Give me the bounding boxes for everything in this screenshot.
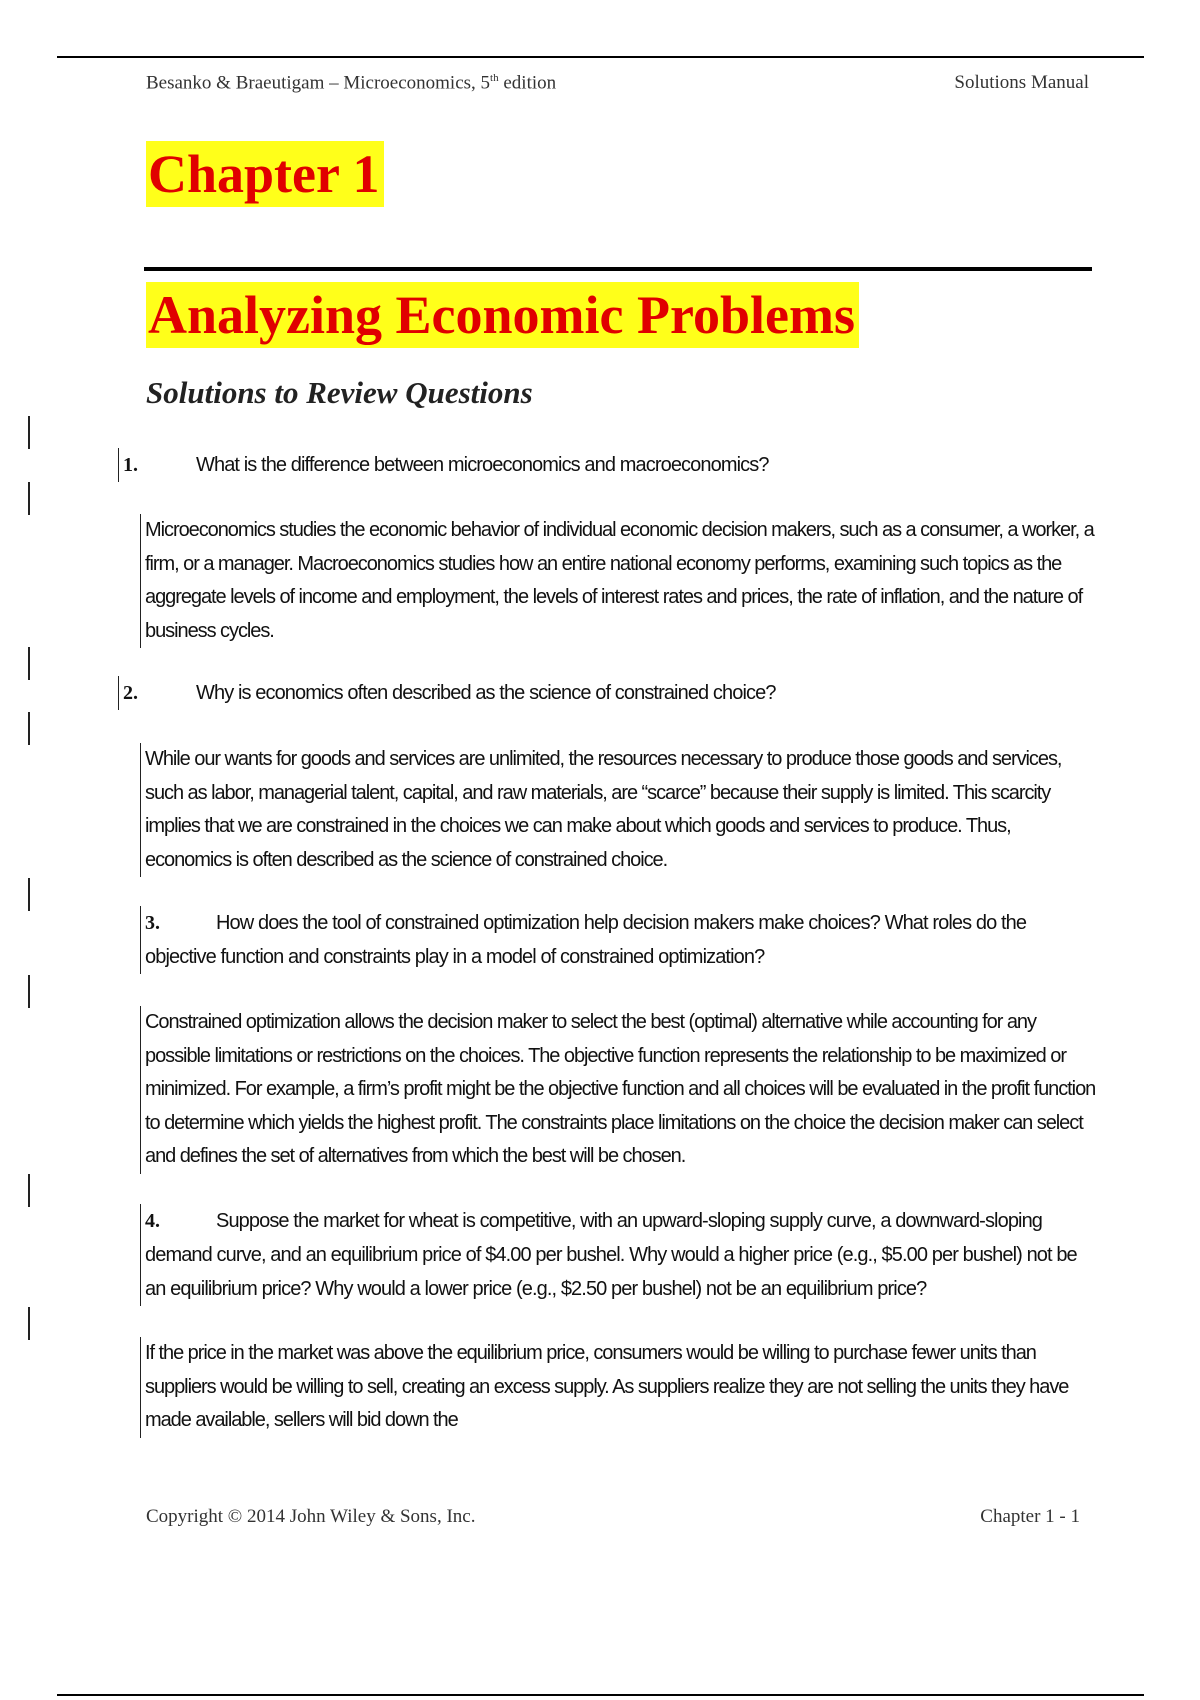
footer-page-number: Chapter 1 - 1	[980, 1506, 1080, 1527]
question-number: 2.	[123, 682, 138, 704]
answer-3: Constrained optimization allows the decision maker to select the best (optimal) alternative while accounting for any possible limitations or restrictions on the choices. The objective function represents the relationship to be maximized or minimized. For example, a firm’s profit might be the objective function and all choices will be evaluated in the profit function to determine which yields the highest profit. The constraints place limitations on the choice the decision maker can select and defines the set of alternatives from which the best will be chosen.	[140, 1006, 1097, 1174]
margin-change-bar	[28, 1174, 30, 1207]
page-footer	[146, 1506, 1080, 1528]
section-heading: Solutions to Review Questions	[146, 375, 533, 410]
question-4	[140, 1204, 1097, 1306]
margin-change-bar	[28, 647, 30, 680]
chapter-label: Chapter 1	[146, 141, 384, 207]
question-text: What is the difference between microeconomics and macroeconomics?	[196, 454, 769, 476]
header-book-title: Besanko & Braeutigam – Microeconomics, 5th edition	[146, 72, 557, 94]
question-text: Why is economics often described as the science of constrained choice?	[196, 682, 776, 704]
question-3	[140, 906, 1097, 974]
margin-change-bar	[28, 1307, 30, 1340]
bottom-rule	[57, 1694, 1144, 1696]
chapter-title: Analyzing Economic Problems	[146, 282, 859, 348]
question-text: How does the tool of constrained optimization help decision makers make choices? What roles do the objective function and constraints play in a model of constrained optimization?	[145, 912, 1027, 968]
chapter-rule	[144, 267, 1092, 271]
margin-change-bar	[28, 975, 30, 1008]
answer-4: If the price in the market was above the equilibrium price, consumers would be willing to purchase fewer units than suppliers would be willing to sell, creating an excess supply. As suppliers realize they are not selling the units they have made available, sellers will bid down the	[140, 1337, 1097, 1438]
question-text: Suppose the market for wheat is competitive, with an upward-sloping supply curve, a downward-sloping demand curve, and an equilibrium price of $4.00 per bushel. Why would a higher price (e.g., $5.00 per bushel) not be an equilibrium price? Why would a lower price (e.g., $2.50 per bushel) not be an equilibrium price?	[145, 1210, 1077, 1300]
footer-copyright: Copyright © 2014 John Wiley & Sons, Inc.	[146, 1506, 476, 1527]
answer-2: While our wants for goods and services are unlimited, the resources necessary to produce those goods and services, such as labor, managerial talent, capital, and raw materials, are “scarce” because their supply is limited. This scarcity implies that we are constrained in the choices we can make about which goods and services to produce. Thus, economics is often described as the science of constrained choice.	[140, 743, 1097, 877]
question-2	[118, 676, 1063, 710]
question-number: 1.	[123, 454, 138, 476]
question-1	[118, 448, 1063, 482]
header-solutions-manual: Solutions Manual	[954, 72, 1089, 94]
margin-change-bar	[28, 482, 30, 515]
question-number: 3.	[145, 912, 160, 934]
running-header	[146, 72, 1089, 94]
margin-change-bar	[28, 878, 30, 911]
top-rule	[57, 56, 1144, 58]
answer-1: Microeconomics studies the economic behavior of individual economic decision makers, such as a consumer, a worker, a firm, or a manager. Macroeconomics studies how an entire national economy performs, examining such topics as the aggregate levels of income and employment, the levels of interest rates and prices, the rate of inflation, and the nature of business cycles.	[140, 514, 1097, 648]
margin-change-bar	[28, 712, 30, 745]
margin-change-bar	[28, 416, 30, 449]
question-number: 4.	[145, 1210, 160, 1232]
